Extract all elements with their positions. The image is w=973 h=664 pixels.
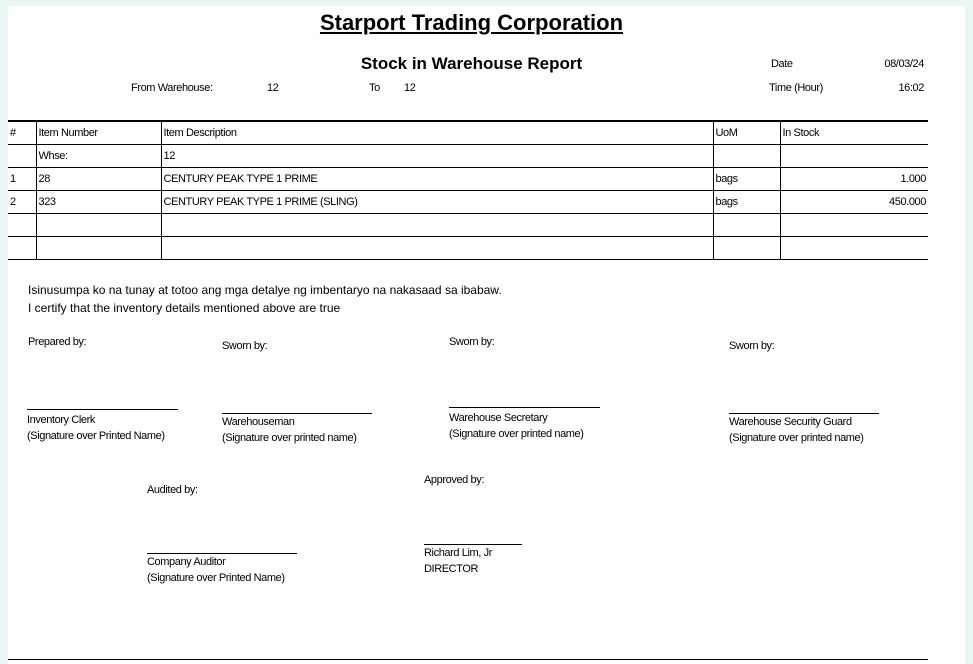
item-description: CENTURY PEAK TYPE 1 PRIME (SLING): [161, 191, 713, 214]
table-cell: [8, 237, 36, 260]
item-uom: bags: [713, 191, 780, 214]
certification-filipino: Isinusumpa ko na tunay at totoo ang mga detalye ng imbentaryo na nakasaad sa ibabaw.: [28, 283, 502, 297]
item-uom: bags: [713, 168, 780, 191]
table-cell: [713, 214, 780, 237]
signatory-note: (Signature over Printed Name): [27, 430, 165, 442]
signatory-role: Warehouse Security Guard: [729, 416, 852, 428]
table-cell: [780, 145, 928, 168]
to-warehouse-value: 12: [404, 82, 416, 94]
company-name: Starport Trading Corporation: [319, 10, 624, 35]
item-in-stock: 450.000: [780, 191, 928, 214]
table-row: [8, 168, 928, 191]
warehouse-group-row: [8, 145, 928, 168]
audited-by-label: Audited by:: [147, 484, 198, 496]
table-cell: [780, 237, 928, 260]
row-number: 2: [8, 191, 36, 214]
column-header-in-stock: In Stock: [780, 121, 928, 145]
to-warehouse-label: To: [369, 82, 380, 94]
table-cell: [8, 214, 36, 237]
signature-line: [424, 544, 522, 545]
column-header-item-description: Item Description: [161, 121, 713, 145]
signatory-note: (Signature over printed name): [729, 432, 864, 444]
column-header-item-number: Item Number: [36, 121, 161, 145]
item-description: CENTURY PEAK TYPE 1 PRIME: [161, 168, 713, 191]
signature-line: [222, 413, 372, 414]
signature-line: [449, 407, 600, 408]
whse-value: 12: [161, 145, 713, 168]
signatory-note: (Signature over Printed Name): [147, 572, 285, 584]
signatory-note: (Signature over printed name): [449, 428, 584, 440]
column-header-uom: UoM: [713, 121, 780, 145]
approved-by-label: Approved by:: [424, 474, 485, 486]
empty-table-row: [8, 214, 928, 237]
report-page: [8, 6, 965, 664]
signatory-note: (Signature over printed name): [222, 432, 357, 444]
row-number: 1: [8, 168, 36, 191]
column-header-no: #: [8, 121, 36, 145]
table-cell: [780, 214, 928, 237]
table-row: [8, 191, 928, 214]
signature-line: [27, 409, 178, 410]
prepared-by-label: Prepared by:: [28, 336, 87, 348]
item-number: 28: [36, 168, 161, 191]
sworn-by-label: Sworn by:: [222, 340, 268, 352]
time-value: 16:02: [898, 82, 924, 94]
table-header-row: [8, 121, 928, 145]
signatory-role: Warehouseman: [222, 416, 295, 428]
time-label: Time (Hour): [769, 82, 823, 94]
report-title: Stock in Warehouse Report: [360, 54, 583, 73]
item-in-stock: 1.000: [780, 168, 928, 191]
table-cell: [713, 145, 780, 168]
sworn-by-label: Sworn by:: [729, 340, 775, 352]
sworn-by-label: Sworn by:: [449, 336, 495, 348]
signature-line: [729, 413, 879, 414]
signatory-role: Warehouse Secretary: [449, 412, 548, 424]
footer-rule: [8, 659, 928, 660]
signatory-role: Inventory Clerk: [27, 414, 95, 426]
table-cell: [161, 237, 713, 260]
date-value: 08/03/24: [884, 58, 924, 70]
item-number: 323: [36, 191, 161, 214]
signature-line: [147, 553, 297, 554]
approver-name: Richard Lim, Jr: [424, 547, 492, 559]
whse-label: Whse:: [36, 145, 161, 168]
table-cell: [8, 145, 36, 168]
date-label: Date: [771, 58, 793, 70]
table-cell: [713, 237, 780, 260]
certification-english: I certify that the inventory details mentioned above are true: [28, 301, 341, 315]
empty-table-row: [8, 237, 928, 260]
approver-title: DIRECTOR: [424, 563, 479, 575]
from-warehouse-label: From Warehouse:: [131, 82, 213, 94]
signatory-role: Company Auditor: [147, 556, 226, 568]
table-cell: [161, 214, 713, 237]
stock-table: [8, 120, 928, 260]
table-cell: [36, 214, 161, 237]
from-warehouse-value: 12: [267, 82, 279, 94]
table-cell: [36, 237, 161, 260]
